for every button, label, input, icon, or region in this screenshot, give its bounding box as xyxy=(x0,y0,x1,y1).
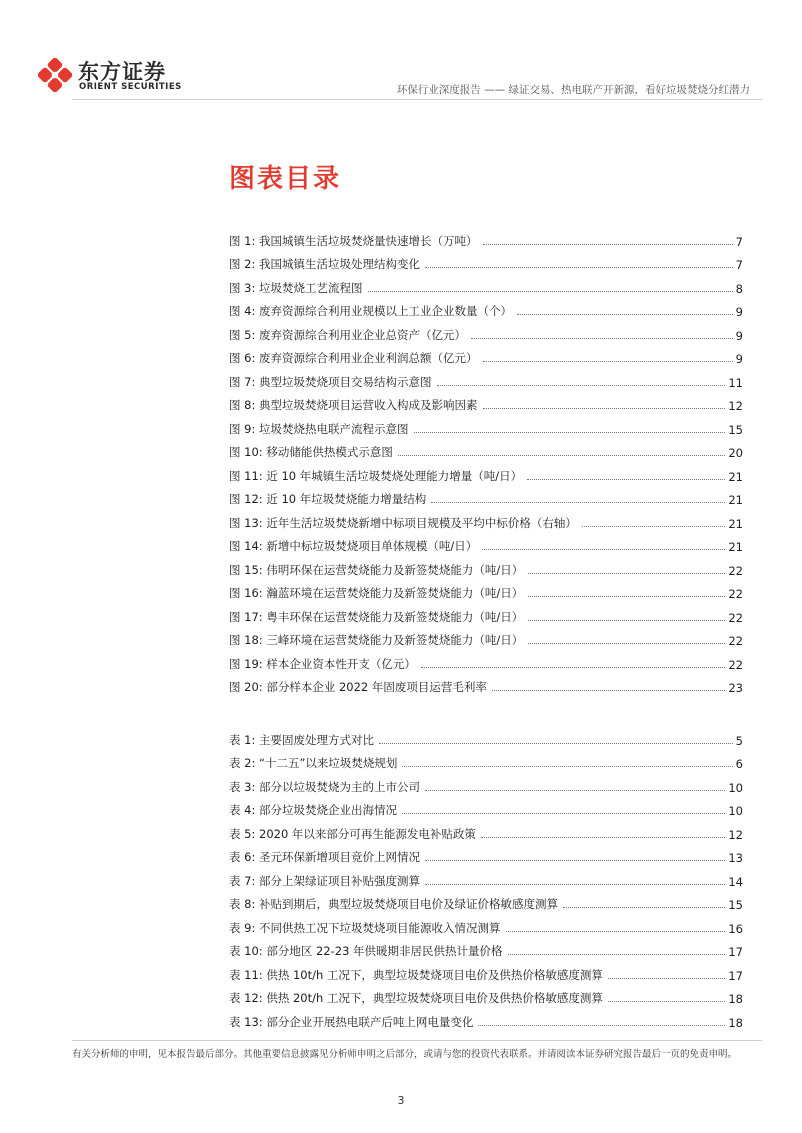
orient-securities-logo-icon xyxy=(38,58,72,92)
dot-leader xyxy=(414,432,726,433)
toc-entry-page: 6 xyxy=(735,757,743,771)
toc-entry-label: 图 3: 垃圾焚烧工艺流程图 xyxy=(229,280,363,295)
figure-toc-entry[interactable] xyxy=(229,366,743,390)
table-toc-entry[interactable] xyxy=(229,959,743,983)
figure-toc-entry[interactable] xyxy=(229,413,743,437)
toc-entry-page: 21 xyxy=(728,469,743,484)
toc-entry-label: 表 11: 供热 10t/h 工况下，典型垃圾焚烧项目电价及供热价格敏感度测算 xyxy=(229,967,603,982)
dot-leader xyxy=(508,954,726,955)
toc-entry-page: 12 xyxy=(728,399,743,413)
dot-leader xyxy=(425,860,725,861)
dot-leader xyxy=(483,361,733,362)
toc-entry-page: 11 xyxy=(728,375,743,390)
toc-entry-label: 表 2: “十二五”以来垃圾焚烧规划 xyxy=(229,756,398,770)
dot-leader xyxy=(506,931,726,932)
figure-toc-entry[interactable] xyxy=(229,390,743,414)
dot-leader xyxy=(368,291,733,292)
figure-toc-entry[interactable] xyxy=(229,672,743,696)
figure-toc-entry[interactable] xyxy=(229,272,743,296)
toc-entry-page: 15 xyxy=(728,898,743,912)
dot-leader xyxy=(425,790,725,791)
toc-entry-label: 图 17: 粤丰环保在运营焚烧能力及新签焚烧能力（吨/日） xyxy=(229,609,524,624)
toc-entry-page: 22 xyxy=(728,634,743,648)
figure-list xyxy=(229,225,743,695)
footer-divider xyxy=(72,1040,762,1041)
figure-toc-entry[interactable] xyxy=(229,484,743,508)
toc-entry-page: 22 xyxy=(728,657,743,672)
figure-toc-entry[interactable] xyxy=(229,249,743,273)
brand-name-cn: 东方证券 xyxy=(78,60,166,84)
dot-leader xyxy=(608,1001,725,1002)
toc-entry-label: 图 5: 废弃资源综合利用业企业总资产（亿元） xyxy=(229,327,466,342)
figure-toc-entry[interactable] xyxy=(229,319,743,343)
dot-leader xyxy=(425,267,733,268)
dot-leader xyxy=(437,385,726,386)
dot-leader xyxy=(582,526,726,527)
dot-leader xyxy=(402,813,725,814)
toc-entry-page: 17 xyxy=(728,968,743,983)
table-list xyxy=(229,724,743,1030)
page-header xyxy=(0,0,802,100)
toc-entry-page: 22 xyxy=(728,587,743,601)
figure-toc-entry[interactable] xyxy=(229,578,743,602)
toc-entry-label: 图 4: 废弃资源综合利用业规模以上工业企业数量（个） xyxy=(229,304,512,318)
table-toc-entry[interactable] xyxy=(229,818,743,842)
dot-leader xyxy=(425,884,725,885)
dot-leader xyxy=(527,479,725,480)
toc-entry-page: 15 xyxy=(728,422,743,437)
toc-entry-label: 表 10: 部分地区 22-23 年供暖期非居民供热计量价格 xyxy=(229,944,503,958)
header-divider xyxy=(72,99,762,100)
toc-entry-label: 图 10: 移动储能供热模式示意图 xyxy=(229,445,393,459)
table-toc-entry[interactable] xyxy=(229,1006,743,1030)
brand-name-en: ORIENT SECURITIES xyxy=(79,82,182,92)
toc-entry-page: 21 xyxy=(728,516,743,531)
toc-entry-page: 18 xyxy=(728,992,743,1006)
dot-leader xyxy=(492,690,725,691)
figure-toc-entry[interactable] xyxy=(229,554,743,578)
figure-toc-entry[interactable] xyxy=(229,296,743,320)
toc-title: 图表目录 xyxy=(229,164,342,194)
toc-entry-label: 表 6: 圣元环保新增项目竞价上网情况 xyxy=(229,850,421,864)
dot-leader xyxy=(379,743,733,744)
figure-toc-entry[interactable] xyxy=(229,437,743,461)
toc-entry-page: 10 xyxy=(728,780,743,795)
toc-entry-page: 10 xyxy=(728,804,743,818)
dot-leader xyxy=(421,667,726,668)
toc-entry-page: 21 xyxy=(728,493,743,507)
toc-entry-label: 图 8: 典型垃圾焚烧项目运营收入构成及影响因素 xyxy=(229,398,478,412)
disclaimer-text: 有关分析师的申明，见本报告最后部分。其他重要信息披露见分析师申明之后部分，或请与您的投资代表联系。并请阅读本证券研究报告最后一页的免责申明。 xyxy=(72,1049,738,1060)
toc-entry-label: 图 6: 废弃资源综合利用业企业利润总额（亿元） xyxy=(229,351,478,365)
toc-entry-label: 图 2: 我国城镇生活垃圾处理结构变化 xyxy=(229,257,421,271)
toc-entry-label: 图 12: 近 10 年垃圾焚烧能力增量结构 xyxy=(229,492,427,506)
figure-toc-entry[interactable] xyxy=(229,625,743,649)
figure-toc-entry[interactable] xyxy=(229,343,743,367)
dot-leader xyxy=(402,766,732,767)
toc-entry-label: 表 12: 供热 20t/h 工况下，典型垃圾焚烧项目电价及供热价格敏感度测算 xyxy=(229,991,603,1005)
table-toc-entry[interactable] xyxy=(229,936,743,960)
toc-entry-page: 22 xyxy=(728,610,743,625)
toc-entry-page: 7 xyxy=(735,258,743,272)
toc-entry-page: 12 xyxy=(728,827,743,842)
table-toc-entry[interactable] xyxy=(229,842,743,866)
table-toc-entry[interactable] xyxy=(229,889,743,913)
dot-leader xyxy=(481,837,725,838)
toc-entry-page: 22 xyxy=(728,563,743,578)
dot-leader xyxy=(478,1025,725,1026)
dot-leader xyxy=(528,596,725,597)
toc-entry-label: 表 13: 部分企业开展热电联产后吨上网电量变化 xyxy=(229,1014,474,1029)
dot-leader xyxy=(398,455,726,456)
toc-entry-label: 表 7: 部分上架绿证项目补贴强度测算 xyxy=(229,873,421,888)
toc-entry-page: 9 xyxy=(735,352,743,366)
toc-entry-page: 18 xyxy=(728,1015,743,1030)
toc-entry-label: 图 19: 样本企业资本性开支（亿元） xyxy=(229,656,416,671)
figure-toc-entry[interactable] xyxy=(229,225,743,249)
table-toc-entry[interactable] xyxy=(229,724,743,748)
toc-entry-label: 图 7: 典型垃圾焚烧项目交易结构示意图 xyxy=(229,374,432,389)
dot-leader xyxy=(431,502,725,503)
dot-leader xyxy=(528,620,725,621)
page-number: 3 xyxy=(397,1094,405,1107)
figure-toc-entry[interactable] xyxy=(229,648,743,672)
toc-entry-page: 16 xyxy=(728,921,743,936)
table-toc-entry[interactable] xyxy=(229,912,743,936)
toc-entry-label: 图 15: 伟明环保在运营焚烧能力及新签焚烧能力（吨/日） xyxy=(229,562,524,577)
report-subtitle: 环保行业深度报告 —— 绿证交易、热电联产开新源，看好垃圾焚烧分红潜力 xyxy=(396,84,750,96)
toc-entry-page: 20 xyxy=(728,446,743,460)
toc-entry-page: 9 xyxy=(735,305,743,319)
toc-entry-label: 图 16: 瀚蓝环境在运营焚烧能力及新签焚烧能力（吨/日） xyxy=(229,586,524,600)
toc-entry-page: 7 xyxy=(735,234,743,249)
table-toc-entry[interactable] xyxy=(229,795,743,819)
table-toc-entry[interactable] xyxy=(229,865,743,889)
figure-toc-entry[interactable] xyxy=(229,601,743,625)
toc-entry-page: 9 xyxy=(735,328,743,343)
toc-entry-label: 图 20: 部分样本企业 2022 年固废项目运营毛利率 xyxy=(229,680,487,694)
toc-entry-label: 表 3: 部分以垃圾焚烧为主的上市公司 xyxy=(229,779,421,794)
dot-leader xyxy=(608,978,725,979)
dot-leader xyxy=(482,549,725,550)
dot-leader xyxy=(528,643,725,644)
toc-entry-label: 图 14: 新增中标垃圾焚烧项目单体规模（吨/日） xyxy=(229,539,478,553)
toc-entry-page: 8 xyxy=(735,281,743,296)
toc-entry-label: 图 11: 近 10 年城镇生活垃圾焚烧处理能力增量（吨/日） xyxy=(229,468,523,483)
dot-leader xyxy=(563,907,725,908)
toc-entry-label: 图 1: 我国城镇生活垃圾焚烧量快速增长（万吨） xyxy=(229,233,478,248)
toc-entry-page: 23 xyxy=(728,681,743,695)
toc-entry-page: 14 xyxy=(728,874,743,889)
figure-toc-entry[interactable] xyxy=(229,507,743,531)
toc-entry-page: 21 xyxy=(728,540,743,554)
toc-entry-label: 表 8: 补贴到期后，典型垃圾焚烧项目电价及绿证价格敏感度测算 xyxy=(229,897,558,911)
toc-entry-label: 表 1: 主要固废处理方式对比 xyxy=(229,732,375,747)
toc-entry-page: 5 xyxy=(735,733,743,748)
dot-leader xyxy=(528,573,725,574)
dot-leader xyxy=(517,314,733,315)
figure-toc-entry[interactable] xyxy=(229,531,743,555)
dot-leader xyxy=(483,408,726,409)
toc-entry-label: 表 4: 部分垃圾焚烧企业出海情况 xyxy=(229,803,398,817)
toc-entry-label: 表 5: 2020 年以来部分可再生能源发电补贴政策 xyxy=(229,826,476,841)
table-toc-entry[interactable] xyxy=(229,771,743,795)
toc-entry-page: 17 xyxy=(728,945,743,959)
toc-entry-label: 表 9: 不同供热工况下垃圾焚烧项目能源收入情况测算 xyxy=(229,920,501,935)
table-toc-entry[interactable] xyxy=(229,983,743,1007)
toc-entry-label: 图 18: 三峰环境在运营焚烧能力及新签焚烧能力（吨/日） xyxy=(229,633,524,647)
table-toc-entry[interactable] xyxy=(229,748,743,772)
toc-entry-page: 13 xyxy=(728,851,743,865)
toc-entry-label: 图 9: 垃圾焚烧热电联产流程示意图 xyxy=(229,421,409,436)
dot-leader xyxy=(483,244,733,245)
figure-toc-entry[interactable] xyxy=(229,460,743,484)
toc-entry-label: 图 13: 近年生活垃圾焚烧新增中标项目规模及平均中标价格（右轴） xyxy=(229,515,577,530)
dot-leader xyxy=(471,338,733,339)
